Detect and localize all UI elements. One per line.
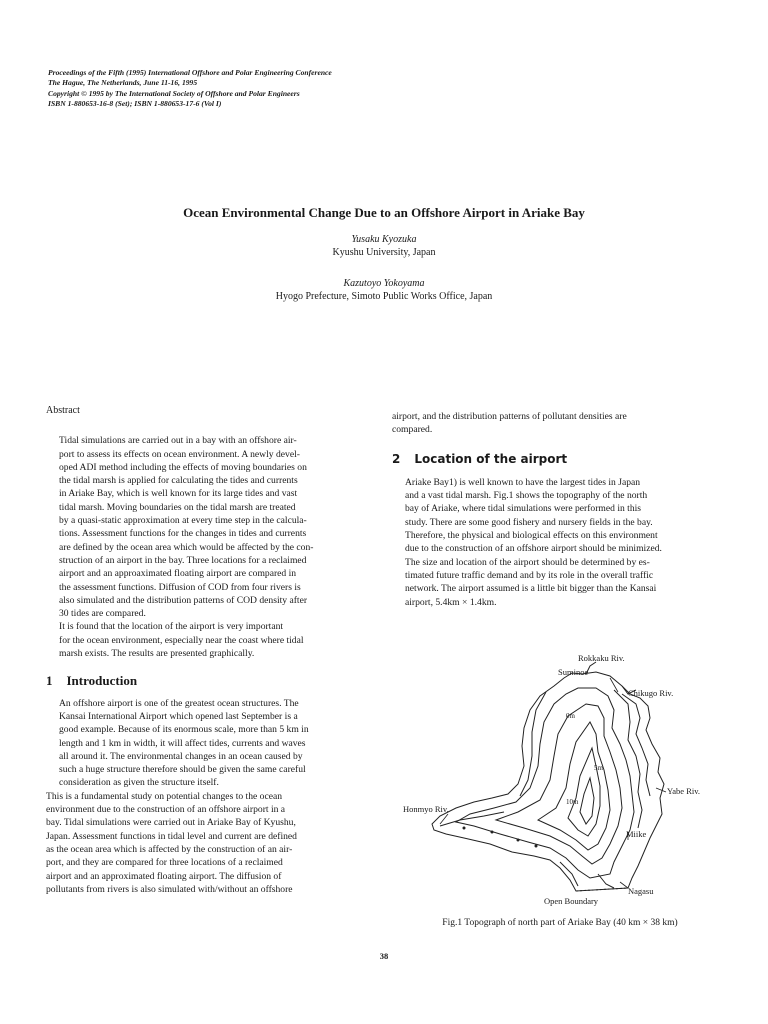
left-column: [46, 404, 372, 896]
author-block-2: [0, 277, 768, 303]
depth-contour: [538, 722, 610, 850]
text-line: airport, 5.4km × 1.4km.: [405, 596, 497, 608]
location-paragraph: [392, 476, 718, 609]
text-line: airport and an approaximated floating airport are compared in: [59, 568, 297, 580]
label-open-boundary: Open Boundary: [544, 896, 599, 906]
text-line: marsh exists. The results are presented graphically.: [59, 648, 255, 660]
text-line: and a vast tidal marsh. Fig.1 shows the topography of the north: [405, 490, 648, 502]
label-suminoe: Suminoe: [558, 667, 589, 677]
proceedings-line: The Hague, The Netherlands, June 11-16, 1995: [48, 78, 198, 88]
text-line: tidal marsh. Moving boundaries on the tidal marsh are treated: [59, 501, 296, 513]
text-line: as the ocean area which is affected by the construction of an air-: [46, 843, 293, 855]
text-line: The size and location of the airport should be determined by es-: [405, 556, 650, 568]
figure-1-caption: Fig.1 Topograph of north part of Ariake Bay (40 km × 38 km): [442, 918, 678, 928]
intro-paragraph-2: [46, 790, 372, 896]
grid-marker: [463, 827, 466, 830]
text-line: the tidal marsh is applied for calculating the tides and currents: [59, 475, 298, 487]
text-line: Ariake Bay1) is well known to have the largest tides in Japan: [405, 476, 641, 488]
text-line: airport and an approximated floating airport. The diffusion of: [46, 870, 282, 882]
text-line: Tidal simulations are carried out in a bay with an offshore air-: [59, 435, 297, 447]
text-line: also simulated and the distribution patterns of COD density after: [59, 594, 308, 606]
label-leader: [620, 882, 628, 888]
text-line: timated future traffic demand and by its role in the overall traffic: [405, 569, 654, 581]
text-line: tions. Assessment functions for the changes in tides and currents: [59, 528, 307, 540]
depth-contour: [580, 778, 594, 824]
text-line: in Ariake Bay, which is well known for its large tides and vast: [59, 488, 298, 500]
page-number: 38: [379, 951, 389, 961]
paper-title: Ocean Environmental Change Due to an Offshore Airport in Ariake Bay: [183, 205, 585, 220]
author-name: Kazutoyo Yokoyama: [343, 278, 425, 289]
text-line: airport, and the distribution patterns of pollutant densities are: [392, 411, 627, 422]
text-line: good example. Because of its enormous scale, more than 5 km in: [59, 724, 309, 736]
text-line: consideration as given the structure itself.: [59, 777, 219, 789]
text-line: for the ocean environment, especially near the coast where tidal: [59, 634, 304, 646]
text-line: Therefore, the physical and biological effects on this environment: [405, 530, 658, 542]
text-line: length and 1 km in width, it will affect tides, currents and waves: [59, 737, 306, 749]
section-number: 2: [392, 451, 401, 466]
author-affiliation: Hyogo Prefecture, Simoto Public Works Office, Japan: [275, 291, 493, 302]
contour-label-5m: 5m: [594, 764, 603, 772]
text-line: the assessment functions. Diffusion of COD from four rivers is: [59, 581, 301, 593]
text-line: port to assess its effects on ocean environment. A newly devel-: [59, 448, 300, 460]
continued-paragraph: [392, 410, 718, 437]
bay-outline: [432, 672, 664, 891]
right-column: [392, 410, 718, 609]
text-line: bay. Tidal simulations were carried out in Ariake Bay of Kyushu,: [46, 817, 296, 829]
proceedings-header: [48, 68, 448, 109]
grid-marker: [491, 831, 494, 834]
proceedings-line: Proceedings of the Fifth (1995) International Offshore and Polar Engineering Conference: [48, 68, 332, 77]
label-nagasu: Nagasu: [628, 886, 654, 896]
label-leader: [610, 678, 618, 692]
label-chikugo-river: Chikugo Riv.: [628, 688, 674, 698]
text-line: due to the construction of an offshore airport should be minimized.: [405, 543, 662, 555]
author-affiliation: Kyushu University, Japan: [332, 247, 436, 258]
figure-1-topograph: [400, 648, 720, 910]
section-title: Location of the airport: [414, 451, 568, 466]
marsh-contour: [440, 812, 504, 826]
text-line: bay of Ariake, where tidal simulations were performed in this: [405, 503, 642, 515]
text-line: are defined by the ocean area which would be affected by the con-: [59, 541, 314, 553]
marsh-contour: [622, 694, 650, 796]
section-number: 1: [46, 673, 53, 689]
label-rokkaku-river: Rokkaku Riv.: [578, 653, 625, 663]
text-line: Japan. Assessment functions in tidal level and current are defined: [46, 830, 297, 842]
text-line: An offshore airport is one of the greatest ocean structures. The: [59, 697, 299, 709]
abstract-paragraph-2: [46, 620, 372, 660]
text-line: network. The airport assumed is a little bit bigger than the Kansai: [405, 583, 657, 595]
marsh-contour: [560, 862, 578, 886]
text-line: Kansai International Airport which opened last September is a: [59, 710, 298, 722]
depth-contour: [568, 748, 600, 836]
text-line: pollutants from rivers is also simulated with/without an offshore: [46, 883, 293, 895]
section-heading-location: [392, 453, 718, 466]
text-line: by a quasi-static approximation at every time step in the calcula-: [59, 515, 307, 527]
section-title: Introduction: [66, 673, 138, 689]
text-line: It is found that the location of the airport is very important: [59, 621, 284, 633]
text-line: This is a fundamental study on potential changes to the ocean: [46, 790, 283, 802]
text-line: such a huge structure therefore should be given the same careful: [59, 764, 306, 776]
abstract-heading: Abstract: [46, 405, 80, 416]
text-line: compared.: [392, 424, 433, 436]
contour-label-0m: 0m: [566, 712, 575, 720]
grid-marker: [535, 845, 538, 848]
abstract-paragraph-1: [46, 434, 372, 620]
text-line: environment due to the construction of an offshore airport in a: [46, 804, 286, 816]
section-heading-introduction: [46, 674, 372, 687]
depth-contour: [496, 704, 622, 864]
text-line: 30 tides are compared.: [59, 608, 146, 620]
text-line: oped ADI method including the effects of moving boundaries on: [59, 461, 307, 473]
contour-label-10m: 10m: [566, 798, 579, 806]
text-line: all around it. The environmental changes in an ocean caused by: [59, 750, 303, 762]
proceedings-line: ISBN 1-880653-16-8 (Set); ISBN 1-880653-17-6 (Vol I): [48, 98, 222, 108]
text-line: study. There are some good fishery and nursery fields in the bay.: [405, 516, 653, 528]
label-honmyo-river: Honmyo Riv.: [403, 804, 449, 814]
text-line: struction of an airport in the bay. Three locations for a reclaimed: [59, 554, 307, 566]
label-miike: Miike: [626, 829, 647, 839]
text-line: port, and they are compared for three locations of a reclaimed: [46, 857, 283, 869]
label-yabe-river: Yabe Riv.: [667, 786, 701, 796]
intro-paragraph-1: [46, 697, 372, 790]
grid-marker: [517, 839, 520, 842]
author-block-1: [0, 233, 768, 259]
proceedings-line: Copyright © 1995 by The International Society of Offshore and Polar Engineers: [48, 88, 300, 98]
author-name: Yusaku Kyozuka: [351, 234, 417, 245]
label-leader: [656, 788, 666, 792]
